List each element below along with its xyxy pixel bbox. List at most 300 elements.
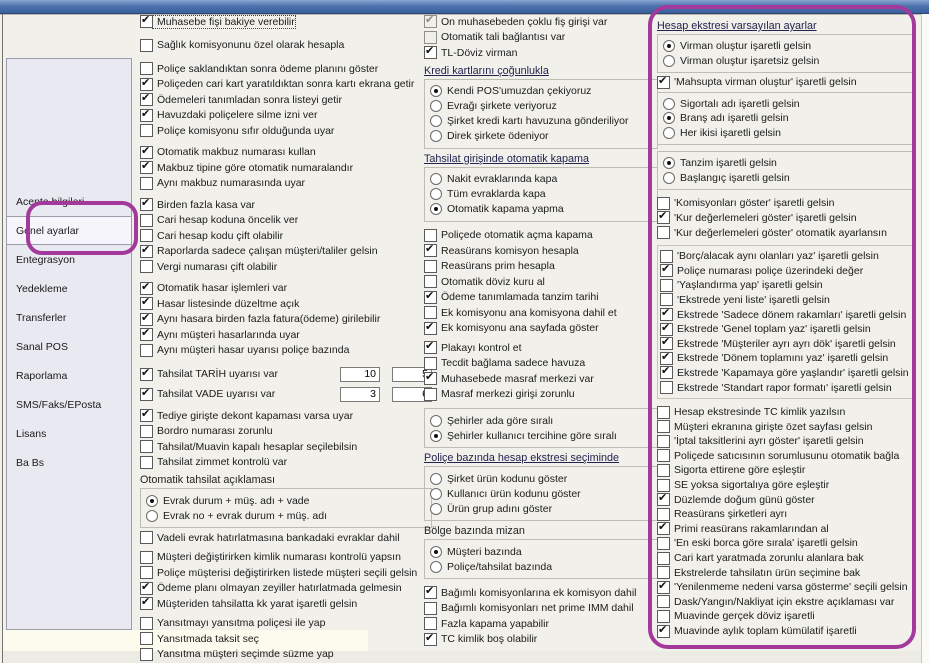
sidebar-item-raporlama[interactable]	[7, 361, 131, 390]
radio-label: Ürün grup adını göster	[447, 502, 553, 515]
checkbox-row[interactable]	[140, 596, 432, 612]
check-glyph: ✔	[141, 366, 151, 379]
sidebar-item-label: Genel ayarlar	[16, 224, 80, 237]
checkbox-icon	[660, 293, 673, 306]
checkbox-icon	[657, 595, 670, 608]
checkbox-row[interactable]	[140, 213, 432, 229]
check-glyph: ✔	[661, 263, 671, 276]
warning-days-input[interactable]	[340, 387, 380, 402]
radio-label: Şirket kredi kartı havuzuna gönderiliyor	[447, 115, 629, 127]
checkbox-row[interactable]	[424, 228, 658, 244]
checkbox-row[interactable]	[140, 123, 432, 139]
checkbox-label: Tahsilat VADE uyarısı var	[157, 388, 276, 400]
radio-option[interactable]	[663, 156, 908, 171]
checkbox-label: SE yoksa sigortalıya göre eşleştir	[674, 479, 830, 492]
checkbox-label: Dask/Yangın/Nakliyat için ekstre açıklaması var	[674, 595, 895, 608]
radio-option[interactable]	[430, 202, 652, 217]
radio-label: Sigortalı adı işaretli gelsin	[680, 97, 800, 110]
radio-option[interactable]	[663, 39, 908, 54]
checkbox-row[interactable]	[657, 211, 914, 226]
checkbox-label: Sigorta ettirene göre eşleştir	[674, 464, 806, 477]
checkbox-row[interactable]	[424, 371, 658, 387]
checkbox-label: 'Mahsupta virman oluştur' işaretli gelsin	[674, 76, 857, 89]
checkbox-icon	[660, 366, 673, 379]
check-glyph: ✔	[141, 280, 151, 293]
checkbox-label: On muhasebeden çoklu fiş girişi var	[441, 15, 608, 28]
checkbox-row[interactable]	[657, 580, 914, 595]
checkbox-label: Otomatik tali bağlantısı var	[441, 31, 566, 44]
checkbox-icon	[140, 582, 153, 595]
checkbox-icon	[657, 435, 670, 448]
checkbox-row[interactable]	[657, 536, 914, 551]
check-glyph: ✔	[425, 585, 435, 598]
check-glyph: ✔	[141, 92, 151, 105]
checkbox-icon	[660, 264, 673, 277]
checkbox-row[interactable]	[424, 259, 658, 275]
check-glyph: ✔	[141, 243, 151, 256]
checkbox-icon	[140, 456, 153, 469]
sidebar-item-entegrasyon[interactable]	[7, 245, 131, 274]
checkbox-label: 'Komisyonları göster' işaretli gelsin	[674, 197, 835, 210]
check-glyph: ✔	[141, 386, 151, 399]
sidebar-item-transferler[interactable]	[7, 303, 131, 332]
sidebar-item-sms-faks-eposta[interactable]	[7, 390, 131, 419]
check-glyph: ✔	[141, 596, 151, 609]
checkbox-row[interactable]	[424, 356, 658, 372]
checkbox-label: Ekstrede 'Kapamaya göre yaşlandır' işaretli gelsin	[677, 366, 909, 379]
radio-label: Poliçe/tahsilat bazında	[447, 560, 553, 573]
radio-option[interactable]	[430, 187, 652, 202]
checkbox-row[interactable]	[424, 45, 658, 61]
checkbox-label: Ödeme tanımlamada tanzim tarihi	[441, 291, 599, 304]
checkbox-label: Plakayı kontrol et	[441, 341, 522, 354]
radio-group	[424, 167, 658, 222]
checkbox-row[interactable]	[140, 228, 432, 244]
checkbox-icon	[424, 260, 437, 273]
checkbox-row[interactable]	[140, 424, 432, 440]
checkbox-row[interactable]	[660, 307, 911, 322]
radio-group	[657, 92, 914, 146]
checkbox-label: Müşteri değiştirirken kimlik numarası kontrolü yapsın	[157, 551, 401, 564]
checkbox-icon	[140, 124, 153, 137]
window-frame-right	[921, 14, 929, 663]
checkbox-row[interactable]	[140, 408, 432, 424]
checkbox-label: Otomatik döviz kuru al	[441, 275, 545, 288]
sidebar-item-lisans[interactable]	[7, 419, 131, 448]
checkbox-row[interactable]	[657, 463, 914, 478]
checkbox-row[interactable]	[657, 478, 914, 493]
checkbox-label: Poliçede otomatik açma kapama	[441, 229, 593, 242]
check-glyph: ✔	[141, 107, 151, 120]
checkbox-icon	[424, 31, 437, 44]
check-glyph: ✔	[141, 408, 151, 421]
checkbox-label: 'Kur değerlemeleri göster' işaretli gelsin	[674, 211, 857, 224]
checkbox-row[interactable]	[140, 580, 435, 598]
checkbox-label: Yansıtmada taksit seç	[157, 632, 259, 645]
checkbox-icon	[140, 78, 153, 91]
checkbox-icon	[140, 109, 153, 122]
checkbox-label: 'Borç/alacak aynı olanları yaz' işaretli gelsin	[677, 250, 879, 263]
checkbox-row[interactable]	[424, 616, 658, 632]
sidebar-item-label: Yedekleme	[16, 282, 68, 295]
radio-icon	[430, 430, 442, 442]
checkbox-row[interactable]	[424, 305, 658, 321]
sidebar-item-label: Ba Bs	[16, 456, 45, 469]
checkbox-label: Ekstrede 'Müşteriler ayrı ayrı dök' işaretli gelsin	[677, 337, 896, 350]
radio-icon	[430, 115, 442, 127]
checkbox-icon	[657, 449, 670, 462]
checkbox-label: 'İptal taksitlerini ayrı göster' işaretli gelsin	[674, 435, 864, 448]
check-glyph: ✔	[141, 160, 151, 173]
radio-option[interactable]	[663, 54, 908, 69]
checkbox-label: Birden fazla kasa var	[157, 198, 256, 211]
checkbox-icon	[424, 602, 437, 615]
checkbox-group-frame	[657, 245, 914, 399]
checkbox-icon	[140, 93, 153, 106]
checkbox-row[interactable]	[657, 196, 914, 211]
radio-label: Evrağı şirkete veriyoruz	[447, 100, 557, 112]
checkbox-row[interactable]	[657, 624, 914, 639]
checkbox-row[interactable]	[657, 609, 914, 624]
checkbox-row[interactable]	[424, 632, 658, 648]
checkbox-label: Otomatik makbuz numarası kullan	[157, 146, 316, 159]
radio-option[interactable]	[430, 559, 652, 574]
sidebar-item-genel-ayarlar[interactable]	[7, 216, 131, 245]
radio-label: Şehirler ada göre sıralı	[447, 414, 554, 427]
checkbox-row[interactable]	[424, 30, 658, 46]
check-glyph: ✔	[658, 579, 668, 592]
checkbox-label: Reasürans prim hesapla	[441, 260, 555, 273]
checkbox-icon	[424, 275, 437, 288]
checkbox-icon	[657, 464, 670, 477]
checkbox-row[interactable]	[657, 551, 914, 566]
checkbox-row[interactable]	[140, 38, 432, 54]
radio-icon	[430, 561, 442, 573]
checkbox-label: 'En eski borca göre sırala' işaretli gelsin	[674, 537, 858, 550]
check-glyph: ✔	[425, 243, 435, 256]
checkbox-row[interactable]	[657, 522, 914, 537]
radio-group	[424, 466, 658, 521]
radio-option[interactable]	[146, 508, 426, 523]
checkbox-label: Primi reasürans rakamlarından al	[674, 522, 829, 535]
checkbox-label: Muhasebe fişi bakiye verebilir	[153, 16, 295, 28]
checkbox-row[interactable]	[140, 312, 432, 328]
checkbox-row[interactable]	[140, 259, 432, 275]
checkbox-row[interactable]	[140, 327, 432, 343]
checkbox-row[interactable]	[424, 601, 658, 617]
radio-icon	[430, 100, 442, 112]
checkbox-row[interactable]	[660, 249, 911, 264]
checkbox-label: Ek komisyonu ana sayfada göster	[441, 322, 599, 335]
checkbox-row[interactable]	[424, 585, 658, 601]
checkbox-label: Ekstrede 'Genel toplam yaz' işaretli gelsin	[677, 323, 871, 336]
radio-option[interactable]	[430, 486, 652, 501]
window-frame-left	[2, 14, 3, 663]
checkbox-icon	[140, 62, 153, 75]
radio-icon	[430, 203, 442, 215]
checkbox-label: Bağımlı komisyonlarına ek komisyon dahil	[441, 586, 637, 599]
checkbox-icon	[140, 368, 153, 381]
checkbox-icon	[140, 328, 153, 341]
checkbox-row[interactable]	[657, 595, 914, 610]
checkbox-label: Aynı müşteri hasar uyarısı poliçe bazında	[157, 344, 350, 357]
window-titlebar[interactable]	[0, 0, 929, 14]
checkbox-label: Aynı makbuz numarasında uyar	[157, 177, 306, 190]
checkbox-icon	[140, 597, 153, 610]
radio-option[interactable]	[430, 84, 652, 99]
checkbox-icon	[140, 282, 153, 295]
checkbox-row[interactable]	[424, 290, 658, 306]
checkbox-icon	[657, 522, 670, 535]
checkbox-row[interactable]	[140, 565, 432, 581]
radio-option[interactable]	[663, 171, 908, 186]
checkbox-icon	[140, 440, 153, 453]
checkbox-row[interactable]	[424, 321, 658, 337]
checkbox-row[interactable]	[660, 278, 911, 293]
radio-group	[424, 539, 658, 579]
checkbox-icon	[140, 531, 153, 544]
check-glyph: ✔	[141, 144, 151, 157]
checkbox-icon	[140, 39, 153, 52]
checkbox-icon	[424, 617, 437, 630]
checkbox-row[interactable]	[424, 340, 658, 356]
sidebar-item-ba-bs[interactable]	[7, 448, 131, 477]
checkbox-row[interactable]	[424, 243, 658, 259]
radio-option[interactable]	[430, 172, 652, 187]
checkbox-row[interactable]	[140, 176, 432, 192]
checkbox-label: Poliçe saklandıktan sonra ödeme planını göster	[157, 62, 379, 75]
radio-icon	[430, 415, 442, 427]
checkbox-icon	[424, 306, 437, 319]
check-glyph: ✔	[141, 197, 151, 210]
warning-days-input[interactable]	[340, 367, 380, 382]
checkbox-icon	[660, 381, 673, 394]
radio-option[interactable]	[430, 471, 652, 486]
radio-label: Kullanıcı ürün kodunu göster	[447, 487, 581, 500]
checkbox-row[interactable]	[660, 380, 911, 395]
checkbox-icon	[424, 244, 437, 257]
checkbox-icon	[657, 76, 670, 89]
checkbox-row[interactable]	[140, 61, 432, 77]
sidebar-item-sanal-pos[interactable]	[7, 332, 131, 361]
checkbox-label: Cari hesap kodu çift olabilir	[157, 229, 284, 242]
checkbox-row[interactable]	[657, 405, 914, 420]
check-glyph: ✔	[425, 14, 435, 27]
radio-icon	[430, 503, 442, 515]
checkbox-row[interactable]	[657, 507, 914, 522]
checkbox-label: Tahsilat TARİH uyarısı var	[157, 368, 278, 380]
checkbox-row[interactable]	[660, 263, 911, 278]
checkbox-icon	[424, 357, 437, 370]
radio-label: Başlangıç işaretli gelsin	[680, 171, 790, 184]
radio-group	[657, 151, 914, 190]
checkbox-row[interactable]	[660, 351, 911, 366]
radio-icon	[146, 495, 158, 507]
checkbox-label: Muavinde aylık toplam kümülatif işaretli	[674, 625, 857, 638]
checkbox-label: 'Ekstrede yeni liste' işaretli gelsin	[677, 293, 830, 306]
radio-label: Şirket ürün kodunu göster	[447, 472, 568, 485]
checkbox-label: Tahsilat/Muavin kapalı hesaplar seçilebilsin	[157, 440, 358, 453]
checkbox-icon	[140, 198, 153, 211]
radio-label: Her ikisi işaretli gelsin	[680, 126, 781, 139]
radio-option[interactable]	[430, 544, 652, 559]
checkbox-row[interactable]	[140, 439, 432, 455]
checkbox-icon	[657, 581, 670, 594]
radio-option[interactable]	[663, 97, 908, 112]
checkbox-row[interactable]	[140, 145, 432, 161]
checkbox-label: Ekstrede 'Dönem toplamını yaz' işaretli gelsin	[677, 352, 889, 365]
checkbox-row[interactable]	[657, 419, 914, 434]
checkbox-label: Ekstrelerde tahsilatın ürün seçimine bak	[674, 566, 861, 579]
radio-option[interactable]	[430, 428, 652, 443]
checkbox-label: 'Yaşlandırma yap' işaretli gelsin	[677, 279, 823, 292]
check-glyph: ✔	[661, 336, 671, 349]
check-glyph: ✔	[425, 45, 435, 58]
checkbox-row[interactable]	[424, 14, 658, 30]
checkbox-icon	[657, 493, 670, 506]
radio-option[interactable]	[430, 501, 652, 516]
radio-icon	[430, 130, 442, 142]
checkbox-icon	[140, 632, 153, 645]
checkbox-row[interactable]	[657, 492, 914, 507]
checkbox-label: Ödemeleri tanımladan sonra listeyi getir	[157, 93, 343, 106]
checkbox-label: 'Kur değerlemeleri göster' otomatik ayarlansın	[674, 226, 887, 239]
checkbox-row[interactable]	[140, 296, 432, 312]
radio-option[interactable]	[663, 126, 908, 141]
checkbox-icon	[660, 250, 673, 263]
checkbox-row[interactable]	[140, 197, 432, 213]
checkbox-row[interactable]	[140, 92, 432, 108]
sidebar-item-label: SMS/Faks/EPosta	[16, 398, 102, 411]
radio-icon	[430, 188, 442, 200]
checkbox-row[interactable]	[140, 77, 432, 93]
checkbox-row[interactable]	[660, 322, 911, 337]
radio-option[interactable]	[430, 114, 652, 129]
checkbox-icon	[140, 388, 153, 401]
radio-icon	[146, 510, 158, 522]
checkbox-label: Müşteri ekranına girişte özet sayfası gelsin	[674, 420, 873, 433]
radio-option[interactable]	[430, 413, 652, 428]
checkbox-icon	[424, 341, 437, 354]
checkbox-row[interactable]	[140, 616, 432, 632]
checkbox-label: Vergi numarası çift olabilir	[157, 260, 278, 273]
radio-option[interactable]	[430, 99, 652, 114]
checkbox-icon	[657, 508, 670, 521]
radio-icon	[430, 85, 442, 97]
radio-icon	[663, 98, 675, 110]
checkbox-row[interactable]	[140, 281, 432, 297]
radio-label: Evrak durum + müş. adı + vade	[163, 494, 310, 507]
checkbox-icon	[140, 146, 153, 159]
checkbox-row[interactable]	[424, 274, 658, 290]
checkbox-label: Reasürans şirketleri ayrı	[674, 508, 788, 521]
checkbox-label: Ödeme planı olmayan zeyiller hatırlatmada gelmesin	[157, 582, 402, 595]
checkbox-label: Otomatik hasar işlemleri var	[157, 282, 288, 295]
check-glyph: ✔	[658, 492, 668, 505]
checkbox-row[interactable]	[660, 336, 911, 351]
checkbox-row[interactable]	[140, 550, 432, 566]
checkbox-icon	[140, 425, 153, 438]
sidebar-item-label: Lisans	[16, 427, 47, 440]
checkbox-row[interactable]	[424, 387, 658, 403]
checkbox-icon	[140, 245, 153, 258]
radio-option[interactable]	[663, 111, 908, 126]
checkbox-label: Vadeli evrak hatırlatmasına bankadaki evraklar dahil	[157, 531, 400, 544]
radio-label: Kendi POS'umuzdan çekiyoruz	[447, 85, 592, 97]
checkbox-label: Ek komisyonu ana komisyona dahil et	[441, 306, 617, 319]
check-glyph: ✔	[661, 307, 671, 320]
checkbox-label: 'Yenilenmeme nedeni varsa gösterme' seçili gelsin	[674, 581, 908, 594]
options-column-middle	[424, 14, 658, 662]
radio-icon	[430, 473, 442, 485]
checkbox-label: Poliçe numarası poliçe üzerindeki değer	[677, 264, 864, 277]
radio-icon	[430, 488, 442, 500]
checkbox-row[interactable]	[140, 343, 432, 359]
checkbox-icon	[424, 15, 437, 28]
settings-sidebar	[6, 58, 132, 630]
checkbox-label: Havuzdaki poliçelere silme izni ver	[157, 109, 318, 122]
checkbox-label: Masraf merkezi girişi zorunlu	[441, 388, 575, 401]
sidebar-item-acente-bilgileri[interactable]	[7, 187, 131, 216]
checkbox-icon	[657, 479, 670, 492]
checkbox-row[interactable]	[140, 647, 432, 663]
checkbox-row[interactable]	[140, 243, 435, 260]
checkbox-label: Poliçe müşterisi değiştirirken listede müşteri seçili gelsin	[157, 566, 418, 579]
checkbox-row[interactable]	[140, 530, 432, 546]
check-glyph: ✔	[141, 14, 151, 27]
checkbox-icon	[657, 226, 670, 239]
checkbox-label: Hasar listesinde düzeltme açık	[157, 297, 300, 310]
checkbox-row[interactable]	[657, 434, 914, 449]
radio-label: Direk şirkete ödeniyor	[447, 130, 549, 142]
checkbox-row[interactable]	[140, 160, 432, 176]
checkbox-label: TL-Döviz virman	[441, 46, 518, 59]
checkbox-label: Ekstrede 'Standart rapor formatı' işaretli gelsin	[677, 381, 892, 394]
checkbox-row[interactable]	[657, 565, 914, 580]
radio-group	[657, 34, 914, 73]
checkbox-label: Poliçe komisyonu sıfır olduğunda uyar	[157, 124, 335, 137]
radio-group	[140, 488, 432, 528]
radio-option[interactable]	[146, 493, 426, 508]
checkbox-label: Makbuz tipine göre otomatik numaralandır	[157, 161, 354, 174]
checkbox-row[interactable]	[660, 366, 911, 381]
checkbox-icon	[660, 308, 673, 321]
checkbox-icon	[140, 15, 153, 28]
checkbox-icon	[657, 625, 670, 638]
sidebar-item-yedekleme[interactable]	[7, 274, 131, 303]
radio-group	[424, 79, 658, 149]
checkbox-row[interactable]	[140, 108, 432, 124]
section-header: Poliçe bazında hesap ekstresi seçiminde	[424, 452, 620, 464]
radio-option[interactable]	[430, 129, 652, 144]
checkbox-row[interactable]	[657, 225, 914, 240]
checkbox-row[interactable]	[140, 631, 435, 647]
checkbox-row[interactable]	[660, 293, 911, 308]
radio-icon	[663, 127, 675, 139]
check-glyph: ✔	[658, 210, 668, 223]
checkbox-row[interactable]	[140, 455, 432, 471]
checkbox-row[interactable]	[657, 75, 914, 90]
options-column-left	[140, 14, 435, 662]
checkbox-row[interactable]	[657, 449, 914, 464]
checkbox-icon	[140, 260, 153, 273]
checkbox-icon	[140, 297, 153, 310]
section-label: Otomatik tahsilat açıklaması	[140, 474, 276, 486]
checkbox-row[interactable]	[140, 364, 435, 384]
checkbox-label: Reasürans komisyon hesapla	[441, 244, 579, 257]
checkbox-row[interactable]	[140, 14, 435, 30]
checkbox-row[interactable]	[140, 384, 432, 404]
